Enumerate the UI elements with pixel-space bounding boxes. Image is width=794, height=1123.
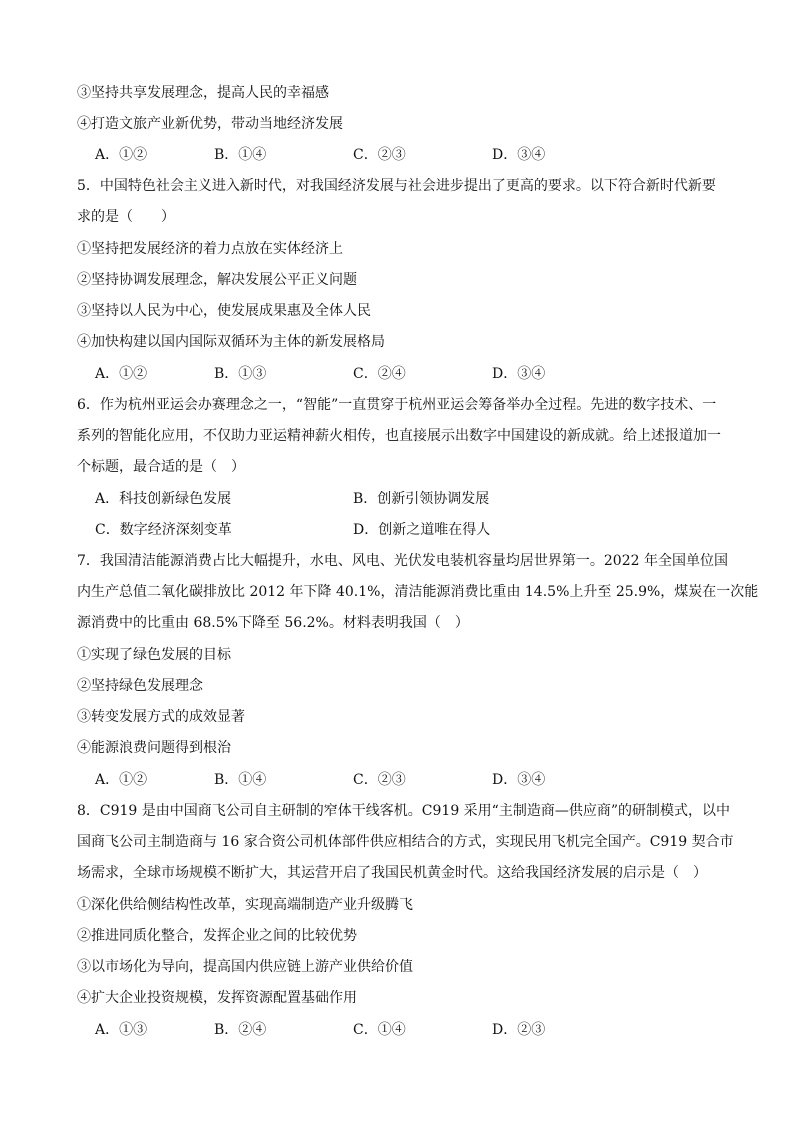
q5-item-2: ②坚持协调发展理念，解决发展公平正义问题 (77, 272, 357, 288)
q4-option-a[interactable]: A．①② (95, 147, 148, 163)
q8-option-d[interactable]: D．②③ (492, 1022, 546, 1038)
q8-option-c[interactable]: C．①④ (353, 1022, 406, 1038)
q4-item-3: ③坚持共享发展理念，提高人民的幸福感 (77, 85, 329, 101)
q7-item-4: ④能源浪费问题得到根治 (77, 740, 231, 756)
q4-option-b[interactable]: B．①④ (214, 147, 267, 163)
q8-stem-line-2: 国商飞公司主制造商与 16 家合资公司机体部件供应相结合的方式，实现民用飞机完全国产。C919 契合市 (77, 834, 734, 850)
q7-item-3: ③转变发展方式的成效显著 (77, 709, 245, 725)
q6-stem-line-1: 6．作为杭州亚运会办赛理念之一，“智能”一直贯穿于杭州亚运会筹备举办全过程。先进的数字技术、一 (77, 397, 717, 413)
q5-option-a[interactable]: A．①② (95, 366, 148, 382)
q8-stem-line-1: 8．C919 是由中国商飞公司自主研制的窄体干线客机。C919 采用“主制造商—供应商”的研制模式，以中 (77, 803, 730, 819)
q6-stem-line-2: 系列的智能化应用，不仅助力亚运精神薪火相传，也直接展示出数字中国建设的新成就。给上述报道加一 (77, 428, 721, 444)
q8-stem-line-3: 场需求，全球市场规模不断扩大，其运营开启了我国民机黄金时代。这给我国经济发展的启示是（ ） (77, 865, 707, 881)
q8-item-2: ②推进同质化整合，发挥企业之间的比较优势 (77, 928, 357, 944)
q7-option-c[interactable]: C．②③ (353, 772, 406, 788)
q5-option-b[interactable]: B．①③ (214, 366, 267, 382)
q5-stem-line-2: 求的是（ ） (77, 209, 175, 225)
q7-stem-line-3: 源消费中的比重由 68.5%下降至 56.2%。材料表明我国（ ） (77, 615, 469, 631)
q6-option-d[interactable]: D．创新之道唯在得人 (353, 522, 491, 538)
q5-option-c[interactable]: C．②④ (353, 366, 406, 382)
q7-option-d[interactable]: D．③④ (492, 772, 546, 788)
q4-option-c[interactable]: C．②③ (353, 147, 406, 163)
q8-option-b[interactable]: B．②④ (214, 1022, 267, 1038)
q6-option-c[interactable]: C．数字经济深刻变革 (95, 522, 232, 538)
q8-item-3: ③以市场化为导向，提高国内供应链上游产业供给价值 (77, 959, 413, 975)
q6-option-b[interactable]: B．创新引领协调发展 (353, 491, 490, 507)
q8-option-a[interactable]: A．①③ (95, 1022, 148, 1038)
q7-item-2: ②坚持绿色发展理念 (77, 678, 203, 694)
q7-option-a[interactable]: A．①② (95, 772, 148, 788)
q8-item-1: ①深化供给侧结构性改革，实现高端制造产业升级腾飞 (77, 897, 413, 913)
q5-item-3: ③坚持以人民为中心，使发展成果惠及全体人民 (77, 303, 371, 319)
q5-stem-line-1: 5．中国特色社会主义进入新时代，对我国经济发展与社会进步提出了更高的要求。以下符合新时代新要 (77, 178, 716, 194)
q7-option-b[interactable]: B．①④ (214, 772, 267, 788)
q4-item-4: ④打造文旅产业新优势，带动当地经济发展 (77, 116, 343, 132)
q5-option-d[interactable]: D．③④ (492, 366, 546, 382)
q5-item-1: ①坚持把发展经济的着力点放在实体经济上 (77, 241, 343, 257)
q7-stem-line-2: 内生产总值二氧化碳排放比 2012 年下降 40.1%，清洁能源消费比重由 14.5%上升至 25.9%，煤炭在一次能 (77, 584, 759, 600)
q7-item-1: ①实现了绿色发展的目标 (77, 647, 231, 663)
q6-stem-line-3: 个标题，最合适的是（ ） (77, 459, 245, 475)
q6-option-a[interactable]: A．科技创新绿色发展 (95, 491, 232, 507)
q7-stem-line-1: 7．我国清洁能源消费占比大幅提升，水电、风电、光伏发电装机容量均居世界第一。2022 年全国单位国 (77, 553, 728, 569)
q8-item-4: ④扩大企业投资规模，发挥资源配置基础作用 (77, 990, 357, 1006)
q4-option-d[interactable]: D．③④ (492, 147, 546, 163)
q5-item-4: ④加快构建以国内国际双循环为主体的新发展格局 (77, 334, 385, 350)
